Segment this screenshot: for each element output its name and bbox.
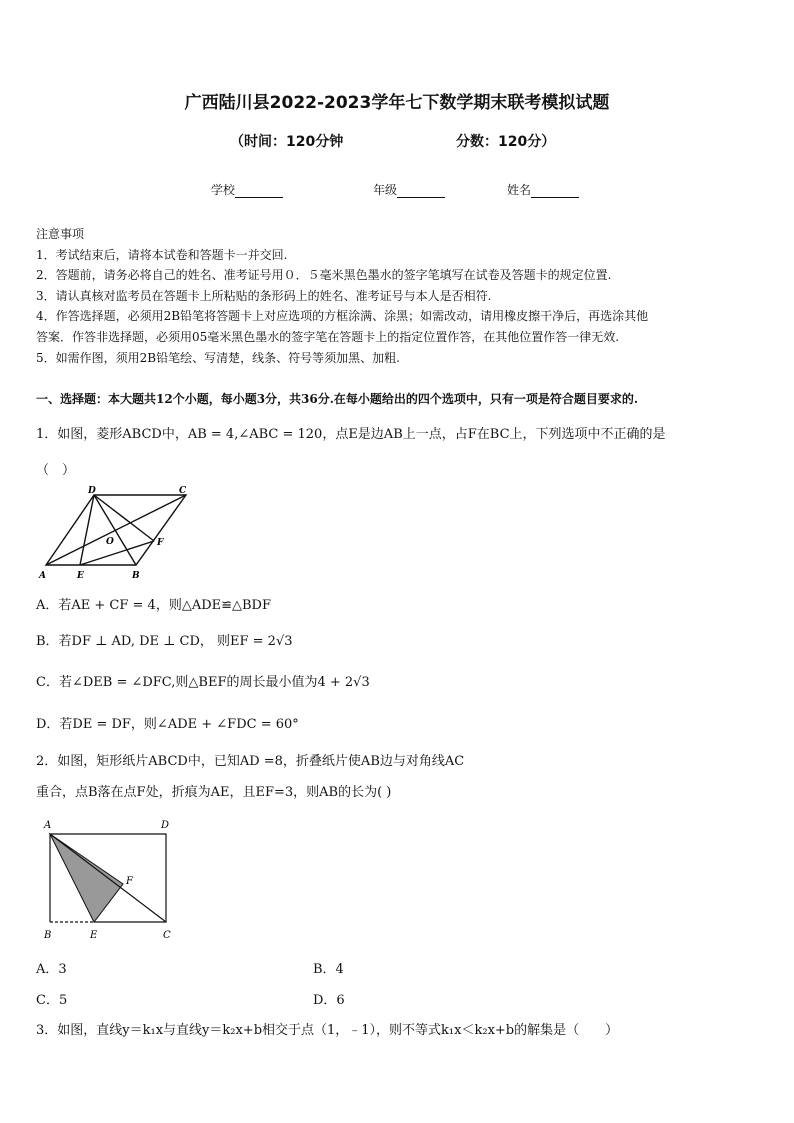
name-field bbox=[507, 181, 579, 198]
note-item: 3．请认真核对监考员在答题卡上所粘贴的条形码上的姓名、准考证号与本人是否相符. bbox=[36, 289, 492, 303]
q2-label-b: B bbox=[44, 930, 52, 941]
q2-option-d: D．6 bbox=[313, 993, 345, 1008]
school-field bbox=[211, 181, 283, 198]
q1-label-a: A bbox=[39, 571, 46, 581]
grade-field bbox=[373, 181, 445, 198]
q2-option-c: C．5 bbox=[36, 993, 68, 1008]
section-heading: 一、选择题：本大题共12个小题，每小题3分，共36分.在每小题给出的四个选项中，只有一项是符合题目要求的. bbox=[36, 392, 639, 406]
q2-label-c: C bbox=[163, 930, 171, 941]
grade-label: 年级 bbox=[373, 183, 398, 197]
q1-label-f: F bbox=[157, 538, 164, 548]
note-item: 1．考试结束后，请将本试卷和答题卡一并交回. bbox=[36, 248, 288, 262]
school-blank bbox=[235, 185, 283, 198]
school-label: 学校 bbox=[211, 183, 236, 197]
grade-blank bbox=[397, 185, 445, 198]
note-item: 4．作答选择题，必须用2B铅笔将答题卡上对应选项的方框涂满、涂黑；如需改动，请用橡皮擦干净后，再选涂其他 bbox=[36, 309, 649, 323]
q1-label-e: E bbox=[77, 571, 84, 581]
q1-option-c: C．若∠DEB = ∠DFC,则△BEF的周长最小值为4 + 2√3 bbox=[36, 675, 370, 690]
page-title: 广西陆川县2022-2023学年七下数学期末联考模拟试题 bbox=[184, 93, 610, 113]
q2-label-e: E bbox=[90, 930, 98, 941]
q2-rectangle-figure bbox=[36, 814, 186, 944]
score-label: 分数：120分） bbox=[456, 134, 556, 150]
q1-label-b: B bbox=[132, 571, 140, 581]
q1-label-d: D bbox=[88, 486, 96, 496]
note-item: 答案．作答非选择题，必须用05毫米黑色墨水的签字笔在答题卡上的指定位置作答，在其他位置作答一律无效. bbox=[36, 330, 620, 344]
q2-stem-line1: 2．如图，矩形纸片ABCD中，已知AD =8，折叠纸片使AB边与对角线AC bbox=[36, 754, 465, 769]
q1-label-c: C bbox=[179, 486, 187, 496]
q1-option-a: A．若AE + CF = 4，则△ADE≌△BDF bbox=[36, 598, 272, 613]
q1-stem: 1．如图，菱形ABCD中，AB = 4,∠ABC = 120，点E是边AB上一点，占F在BC上，下列选项中不正确的是 bbox=[36, 427, 666, 442]
q1-rhombus-figure bbox=[36, 483, 196, 583]
q2-stem-line2: 重合，点B落在点F处，折痕为AE，且EF=3，则AB的长为( ) bbox=[36, 785, 392, 800]
q1-option-d: D．若DE = DF，则∠ADE + ∠FDC = 60° bbox=[36, 717, 299, 732]
q2-label-d: D bbox=[161, 820, 170, 831]
q2-option-b: B．4 bbox=[313, 962, 344, 977]
note-item: 5．如需作图，须用2B铅笔绘、写清楚，线条、符号等须加黑、加粗. bbox=[36, 351, 400, 365]
q1-paren: （ ） bbox=[36, 463, 76, 478]
q2-label-f: F bbox=[126, 876, 133, 887]
q2-option-a: A．3 bbox=[36, 962, 67, 977]
time-label: （时间：120分钟 bbox=[230, 134, 344, 150]
q1-label-o: O bbox=[106, 537, 114, 547]
q2-label-a: A bbox=[44, 820, 52, 831]
q1-option-b: B．若DF ⊥ AD, DE ⊥ CD， 则EF = 2√3 bbox=[36, 634, 293, 649]
q3-stem: 3．如图，直线y＝k₁x与直线y＝k₂x+b相交于点（1，﹣1），则不等式k₁x＜k₂x+b的解集是（ ） bbox=[36, 1023, 619, 1038]
name-label: 姓名 bbox=[507, 183, 532, 197]
note-item: 2．答题前，请务必将自己的姓名、准考证号用０．５毫米黑色墨水的签字笔填写在试卷及答题卡的规定位置. bbox=[36, 268, 612, 282]
name-blank bbox=[531, 185, 579, 198]
notes-heading: 注意事项 bbox=[36, 227, 85, 241]
